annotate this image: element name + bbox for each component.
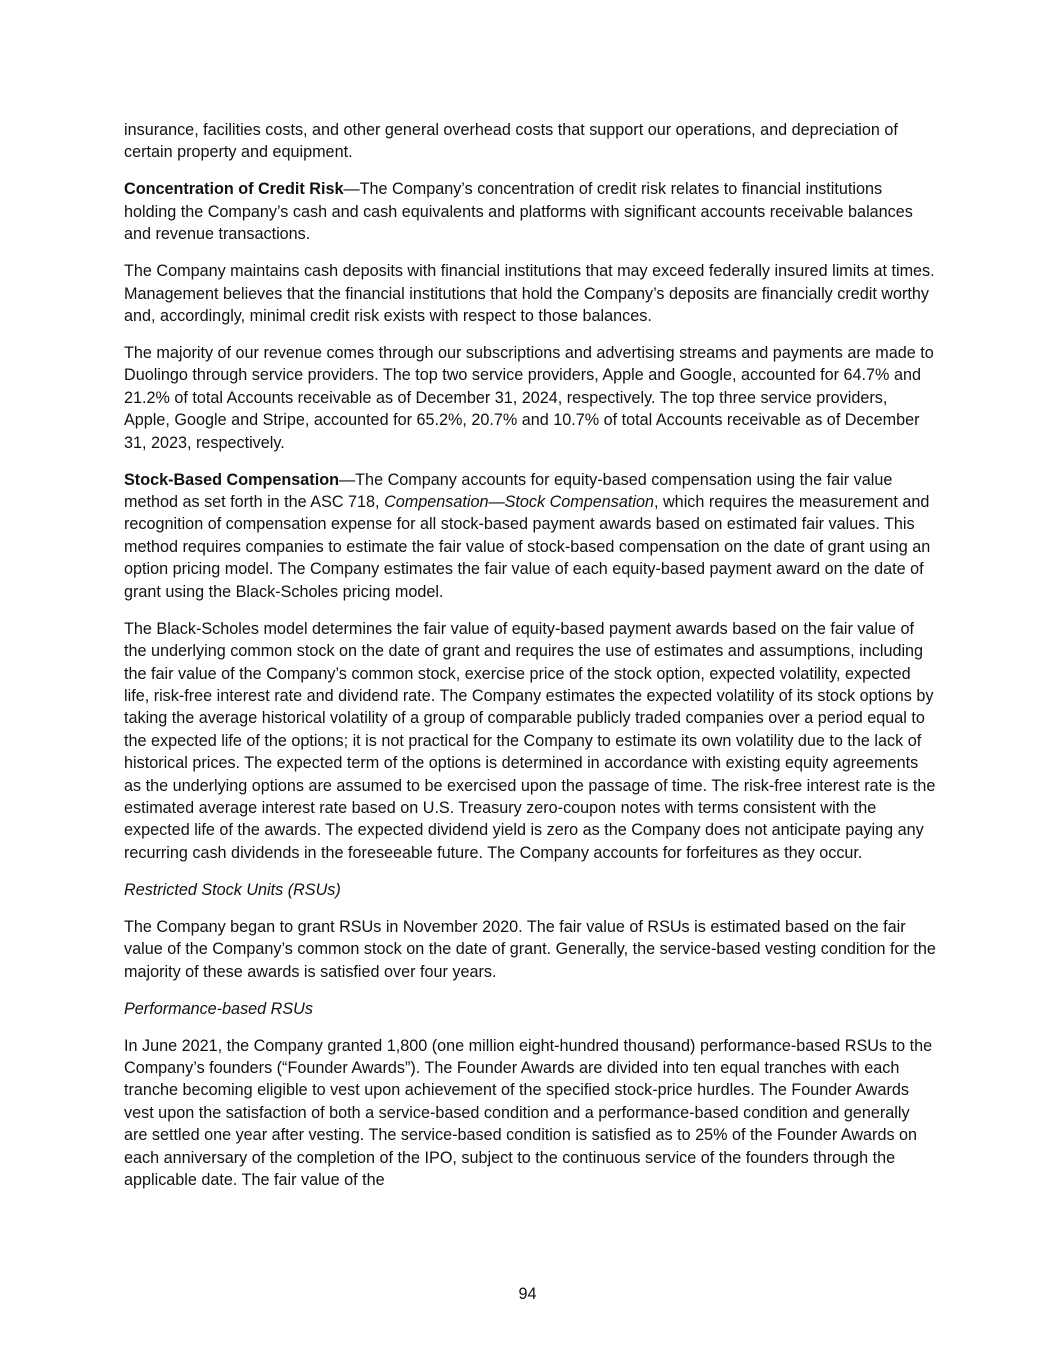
paragraph-credit-risk [124,178,936,245]
sbc-text-a: —The Company accounts for equity-based compensation using the fair value method as set forth in the ASC 718, [124,470,893,512]
paragraph-rsu-grant: The Company began to grant RSUs in November 2020. The fair value of RSUs is estimated based on the fair value of the Company’s common stock on the date of grant. Generally, the service-based vesting condition for the majority of these awards is satisfied over four years. [124,917,936,981]
heading-restricted-stock-units: Restricted Stock Units (RSUs) [124,880,341,899]
paragraph-founder-awards: In June 2021, the Company granted 1,800 (one million eight-hundred thousand) performance-based RSUs to the Company’s founders (“Founder Awards”). The Founder Awards are divided into ten equal tranches with each tranche becoming eligible to vest upon achievement of the specified stock-price hurdles. The Founder Awards vest upon the satisfaction of both a service-based condition and a performance-based condition and generally are settled one year after vesting. The service-based condition is satisfied as to 25% of the Founder Awards on each anniversary of the completion of the IPO, subject to the continuous service of the founders through the applicable date. The fair value of the [124,1036,933,1189]
paragraph-stock-based-compensation [124,469,936,603]
paragraph-cash-deposits: The Company maintains cash deposits with financial institutions that may exceed federally insured limits at times. Management believes that the financial institutions that hold the Company’s deposits are financially credit worthy and, accordingly, minimal credit risk exists with respect to those balances. [124,262,935,326]
heading-stock-based-compensation: Stock-Based Compensation [124,470,339,489]
credit-risk-text: —The Company’s concentration of credit risk relates to financial institutions holding the Company’s cash and cash equivalents and platforms with significant accounts receivable balances and revenue transactions. [124,180,913,244]
sbc-text-b: , which requires the measurement and recognition of compensation expense for all stock-based payment awards based on estimated fair values. This method requires companies to estimate the fair value of stock-based compensation on the date of grant using an option pricing model. The Company estimates the fair value of each equity-based payment award on the date of grant using the Black-Scholes pricing model. [124,493,931,601]
sbc-text-italic: Compensation—Stock Compensation [384,493,654,512]
paragraph-revenue-service-providers: The majority of our revenue comes through our subscriptions and advertising streams and payments are made to Duolingo through service providers. The top two service providers, Apple and Google, accounted for 64.7% and 21.2% of total Accounts receivable as of December 31, 2024, respectively. The top three service providers, Apple, Google and Stripe, accounted for 65.2%, 20.7% and 10.7% of total Accounts receivable as of December 31, 2023, respectively. [124,344,934,452]
paragraph-overhead-costs: insurance, facilities costs, and other general overhead costs that support our operations, and depreciation of certain property and equipment. [124,121,898,162]
page-number: 94 [518,1285,537,1303]
heading-concentration-of-credit-risk: Concentration of Credit Risk [124,180,344,199]
page-body [124,119,936,1206]
paragraph-black-scholes: The Black-Scholes model determines the fair value of equity-based payment awards based on the fair value of the underlying common stock on the date of grant and requires the use of estimates and assumptions, including the fair value of the Company’s common stock, exercise price of the stock option, expected volatility, expected life, risk-free interest rate and dividend rate. The Company estimates the expected volatility of its stock options by taking the average historical volatility of a group of comparable publicly traded companies over a period equal to the expected life of the options; it is not practical for the Company to estimate its own volatility due to the lack of historical prices. The expected term of the options is determined in accordance with existing equity agreements as the underlying options are assumed to be exercised upon the passage of time. The risk-free interest rate is the estimated average interest rate based on U.S. Treasury zero-coupon notes with terms consistent with the expected life of the awards. The expected dividend yield is zero as the Company does not anticipate paying any recurring cash dividends in the foreseeable future. The Company accounts for forfeitures as they occur. [124,619,936,862]
heading-performance-based-rsus: Performance-based RSUs [124,999,313,1018]
